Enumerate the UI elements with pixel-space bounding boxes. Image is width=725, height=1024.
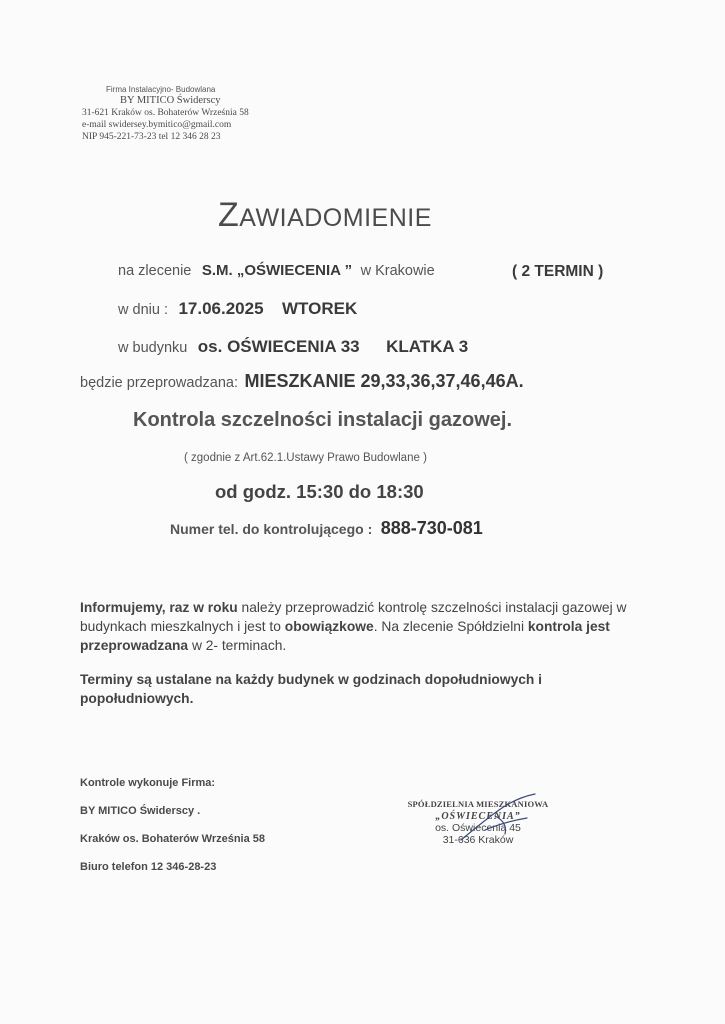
date-label: w dniu : [118, 302, 168, 318]
schedule-paragraph: Terminy są ustalane na każdy budynek w godzinach dopołudniowych i popołudniowych. [80, 672, 543, 706]
inspector-phone-line [170, 518, 483, 539]
footer-office-phone: Biuro telefon 12 346-28-23 [80, 861, 217, 873]
company-nip-phone-line: NIP 945-221-73-23 tel 12 346 28 23 [82, 132, 221, 142]
info-highlight-performed: kontrola jest przeprowadzana [80, 619, 610, 653]
company-email-line: e-mail swidersey.bymitico@gmail.com [82, 120, 232, 130]
building-label: w budynku [118, 340, 188, 356]
building-address: os. OŚWIECENIA 33 [197, 337, 360, 356]
inspection-hours: od godz. 15:30 do 18:30 [215, 481, 424, 502]
order-line [118, 262, 435, 280]
stamp-cooperative-type: SPÓŁDZIELNIA MIESZKANIOWA [407, 799, 549, 809]
stamp-cooperative-name: „OŚWIECENIA” [435, 811, 521, 822]
apartments-value: MIESZKANIE 29,33,36,37,46,46A. [244, 371, 524, 391]
company-brand-line: BY MITICO Świderscy [120, 95, 221, 106]
stamp-address: os. Oświecenia 45 [435, 822, 521, 834]
date-line [118, 299, 357, 319]
apartments-label: będzie przeprowadzana: [80, 375, 238, 391]
date-value: 17.06.2025 [178, 299, 264, 318]
order-label: na zlecenie [118, 263, 192, 279]
footer-performed-by: Kontrole wykonuje Firma: [80, 777, 216, 789]
signature [455, 790, 545, 850]
company-address-line: 31-621 Kraków os. Bohaterów Września 58 [82, 108, 249, 118]
inspector-phone-value: 888-730-081 [380, 518, 483, 538]
info-text-3: w 2- terminach. [188, 638, 287, 653]
order-client: S.M. „OŚWIECENIA ” [201, 262, 353, 279]
date-weekday: WTOREK [281, 299, 358, 318]
term-number: ( 2 TERMIN ) [512, 263, 604, 280]
legal-basis-note: ( zgodnie z Art.62.1.Ustawy Prawo Budowlane ) [184, 452, 427, 464]
building-staircase: KLATKA 3 [386, 337, 469, 356]
building-line [118, 337, 468, 357]
info-highlight-yearly: Informujemy, raz w roku [80, 600, 238, 615]
footer-address: Kraków os. Bohaterów Września 58 [80, 833, 266, 845]
title-rest: AWIADOMIENIE [239, 204, 432, 232]
inspection-subject: Kontrola szczelności instalacji gazowej. [133, 409, 512, 431]
apartments-line [80, 371, 524, 392]
inspector-phone-label: Numer tel. do kontrolującego : [170, 521, 373, 537]
info-highlight-mandatory: obowiązkowe [284, 619, 374, 634]
footer-company: BY MITICO Świderscy . [80, 805, 201, 817]
stamp-postal-city: 31-636 Kraków [442, 834, 514, 846]
order-city: w Krakowie [360, 263, 435, 279]
info-text-2: . Na zlecenie Spółdzielni [373, 619, 528, 634]
title-first-letter: Z [218, 196, 240, 234]
company-name-line: Firma Instalacyjno- Budowlana [106, 85, 216, 94]
info-paragraph [80, 598, 640, 655]
document-title [218, 196, 432, 235]
info-text-1: należy przeprowadzić kontrolę szczelności instalacji gazowej w budynkach mieszkalnych i jest to [80, 600, 627, 634]
